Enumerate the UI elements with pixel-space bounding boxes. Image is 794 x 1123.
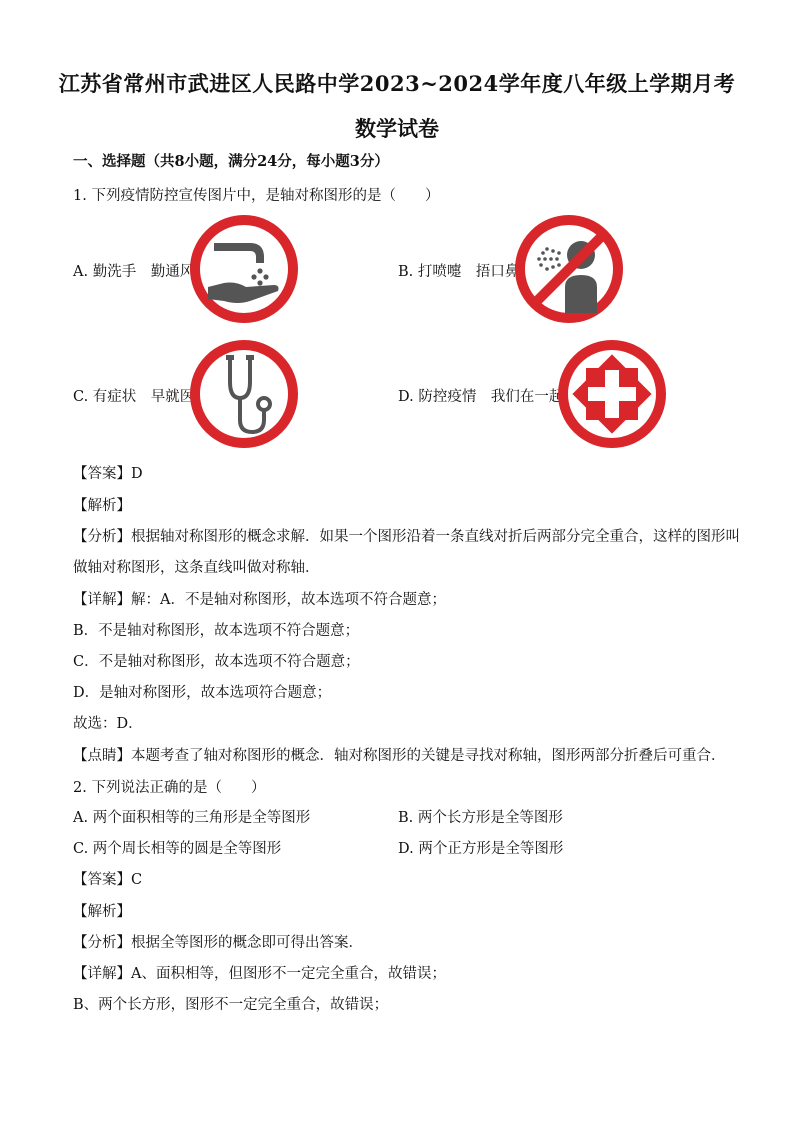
question-1-analysis-line2: 做轴对称图形，这条直线叫做对称轴． xyxy=(73,560,320,576)
question-2-stem: 2. 下列说法正确的是（ ） xyxy=(73,780,266,796)
question-1-answer: 【答案】D xyxy=(73,466,143,482)
hand-washing-icon xyxy=(188,213,300,325)
question-2-analysis-line1: 【分析】根据全等图形的概念即可得出答案． xyxy=(73,935,363,951)
question-2-detail-line2: B、两个长方形，图形不一定完全重合，故错误； xyxy=(73,997,389,1013)
question-2-detail-line1: 【详解】A、面积相等，但图形不一定完全重合，故错误； xyxy=(73,966,446,982)
question-1-analysis-line1: 【分析】根据轴对称图形的概念求解．如果一个图形沿着一条直线对折后两部分完全重合，这样的图形叫 xyxy=(73,529,740,545)
question-1-detail-line4: D．是轴对称图形，故本选项符合题意； xyxy=(73,685,332,701)
question-2-option-b: B. 两个长方形是全等图形 xyxy=(398,810,563,826)
exam-title-line2: 数学试卷 xyxy=(355,116,439,141)
question-2-analysis-tag: 【解析】 xyxy=(73,904,131,920)
question-1-analysis-tag: 【解析】 xyxy=(73,498,131,514)
option-c-label: C. 有症状 早就医 xyxy=(73,389,195,405)
question-1-detail-line3: C．不是轴对称图形，故本选项不符合题意； xyxy=(73,654,360,670)
no-sneezing-icon xyxy=(513,213,625,325)
option-b-label: B. 打喷嚏 捂口鼻 xyxy=(398,264,520,280)
medical-cross-icon xyxy=(556,338,668,450)
stethoscope-icon xyxy=(188,338,300,450)
section-heading: 一、选择题（共8小题，满分24分，每小题3分） xyxy=(73,153,389,170)
question-1-conclusion: 故选：D． xyxy=(73,716,143,732)
option-d-label: D. 防控疫情 我们在一起 xyxy=(398,389,564,405)
question-2-answer: 【答案】C xyxy=(73,872,143,888)
question-1-detail-line1: 【详解】解：A．不是轴对称图形，故本选项不符合题意； xyxy=(73,592,446,608)
question-1-detail-line2: B．不是轴对称图形，故本选项不符合题意； xyxy=(73,623,360,639)
question-2-option-d: D. 两个正方形是全等图形 xyxy=(398,841,564,857)
option-a-label: A. 勤洗手 勤通风 xyxy=(73,264,195,280)
question-1-stem: 1. 下列疫情防控宣传图片中，是轴对称图形的是（ ） xyxy=(73,188,440,204)
exam-title-line1: 江苏省常州市武进区人民路中学2023~2024学年度八年级上学期月考 xyxy=(58,71,736,96)
question-2-option-a: A. 两个面积相等的三角形是全等图形 xyxy=(73,810,311,826)
question-2-option-c: C. 两个周长相等的圆是全等图形 xyxy=(73,841,282,857)
question-1-comment: 【点睛】本题考查了轴对称图形的概念．轴对称图形的关键是寻找对称轴，图形两部分折叠后可重合． xyxy=(73,748,726,764)
